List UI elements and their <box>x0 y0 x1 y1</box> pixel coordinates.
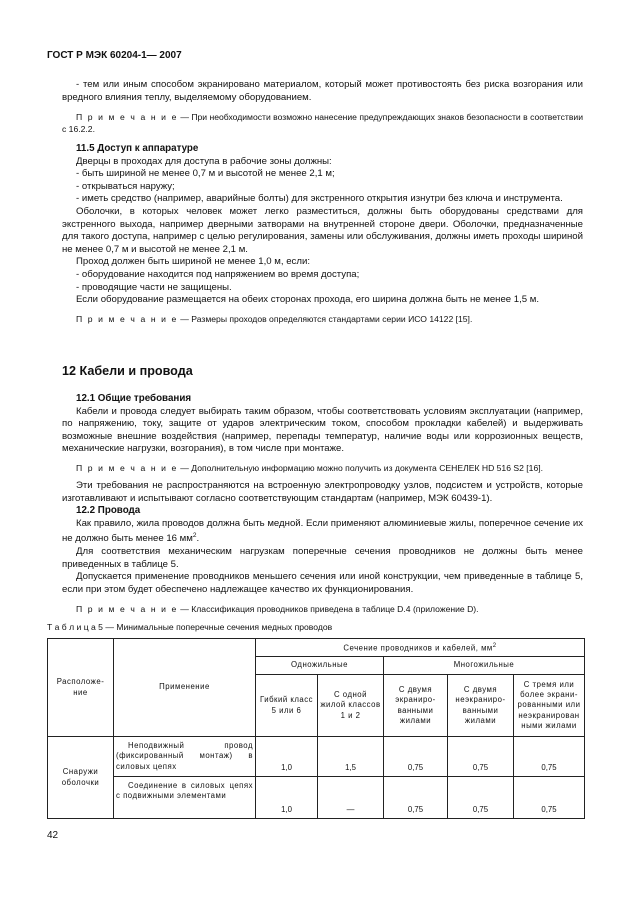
paragraph-mechanical: Для соответствия механическим нагрузкам поперечные сечения проводников не должны быть менее приведенных в таблице 5. <box>62 546 583 570</box>
cell-value: 0,75 <box>384 737 448 777</box>
cell-value: 0,75 <box>514 737 585 777</box>
cell-value: 1,0 <box>256 737 318 777</box>
list-item-unprotected: - проводящие части не защищены. <box>76 281 232 293</box>
cell-application: Соединение в силовых цепях с подвижными элементами <box>114 777 256 819</box>
header-col-two-unshielded: С двумя неэкраниро-ванными жилами <box>448 675 514 737</box>
note-classification <box>62 603 583 615</box>
cell-value: 1,5 <box>318 737 384 777</box>
note-label: П р и м е ч а н и е <box>76 313 178 324</box>
header-single-core: Одножильные <box>256 657 384 675</box>
header-col-two-shielded: С двумя экраниро-ванными жилами <box>384 675 448 737</box>
section-12-1 <box>62 393 583 615</box>
cell-value: 0,75 <box>384 777 448 819</box>
header-col-flexible: Гибкий класс 5 или 6 <box>256 675 318 737</box>
header-col-single-core-class: С одной жилой классов 1 и 2 <box>318 675 384 737</box>
paragraph-both-sides: Если оборудование размещается на обеих сторонах прохода, его ширина должна быть не менее 1,5 м. <box>76 294 540 306</box>
header-section-text: Сечение проводников и кабелей, мм <box>343 643 493 653</box>
heading-12-1: 12.1 Общие требования <box>76 393 192 404</box>
cell-application: Неподвижный провод (фиксированный монтаж) в силовых цепях <box>114 737 256 777</box>
note-text: — При необходимости возможно нанесение предупреждающих знаков безопасности в соответствии с 16.2.2. <box>62 112 583 135</box>
note-text: — Классификация проводников приведена в таблице D.4 (приложение D). <box>177 603 479 614</box>
table-caption: Т а б л и ц а 5 — Минимальные поперечные сечения медных проводов <box>47 622 333 632</box>
note-label: П р и м е ч а н и е <box>76 603 178 614</box>
list-item-size: - быть шириной не менее 0,7 м и высотой не менее 2,1 м; <box>76 168 335 180</box>
header-col-three-or-more: С тремя или более экрани-рованными или неэкранирован ными жилами <box>514 675 585 737</box>
cell-value: 0,75 <box>514 777 585 819</box>
note-iso-14122 <box>62 313 583 325</box>
note-text: — Дополнительную информацию можно получить из документа СЕНЕЛЕК HD 516 S2 [16]. <box>177 462 544 473</box>
table-row <box>48 777 585 819</box>
cell-value: — <box>318 777 384 819</box>
paragraph-allowed: Допускается применение проводников меньшего сечения или иной конструкции, чем приведенные в таблице 5, если при этом будет обеспечено надлежащее качество их функционирования. <box>62 571 583 595</box>
superscript: 2 <box>192 532 197 540</box>
table-row <box>48 737 585 777</box>
running-header: ГОСТ Р МЭК 60204-1— 2007 <box>47 50 182 61</box>
section-12-heading-block <box>62 365 583 378</box>
note-text: — Размеры проходов определяются стандартами серии ИСО 14122 [15]. <box>177 313 473 324</box>
heading-11-5: 11.5 Доступ к аппаратуре <box>76 143 199 154</box>
cell-location: Снаружи оболочки <box>48 737 114 819</box>
paragraph-not-apply: Эти требования не распространяются на встроенную электропроводку узлов, подсистем и устройств, которые изготавливают и испытывают согласно соответствующим стандартам (например, МЭК 60439-1). <box>62 479 583 504</box>
heading-12-2: 12.2 Провода <box>76 505 141 517</box>
paragraph-shielding: - тем или иным способом экранировано материалом, который может противостоять без риска возгорания или вредного влияния теплу, выделяемому оборудованием. <box>62 79 583 103</box>
page-number: 42 <box>47 830 59 841</box>
note-label: П р и м е ч а н и е <box>76 462 178 473</box>
paragraph-general-requirements: Кабели и провода следует выбирать таким образом, чтобы соответствовать условиям эксплуатации (например, по напряжению, току, защите от ударов электрическим током, способом прокладки кабелей) и выдерживать возможные внешние воздействия (например, перепады температур, наличие воды или коррозионных веществ, механические нагрузки, возгорания), в том числе при монтаже. <box>62 405 583 455</box>
list-item-emergency-means: - иметь средство (например, аварийные болты) для экстренного открытия изнутри без ключа и инструмента. <box>76 193 563 205</box>
copper-end: . <box>196 533 200 545</box>
cell-value: 0,75 <box>448 737 514 777</box>
header-application: Применение <box>114 639 256 737</box>
list-intro-passage: Проход должен быть шириной не менее 1,0 м, если: <box>76 256 310 268</box>
note-label: П р и м е ч а н и е <box>76 112 178 123</box>
cell-value: 0,75 <box>448 777 514 819</box>
list-item-energized: - оборудование находится под напряжением во время доступа; <box>76 268 360 280</box>
header-multi-core: Многожильные <box>384 657 585 675</box>
list-item-open-outward: - открываться наружу; <box>76 180 175 192</box>
list-intro: Дверцы в проходах для доступа в рабочие зоны должны: <box>76 155 332 167</box>
section-11-5 <box>62 143 583 325</box>
paragraph-enclosures: Оболочки, в которых человек может легко разместиться, должны быть оборудованы средствами для экстренного выхода, например дверными затворами на внутренней стороне двери. Оболочки, предназначенные для такого доступа, например с целью регулирования, замены или обслуживания, должны иметь проходы шириной не менее 0,7 м и высотой не менее 2,1 м. <box>62 205 583 255</box>
note-cenelec <box>62 462 583 474</box>
table-5 <box>47 638 585 819</box>
paragraph-copper <box>62 518 583 546</box>
cell-value: 1,0 <box>256 777 318 819</box>
header-location: Расположе-ние <box>48 639 114 737</box>
note-safety-signs <box>62 111 583 135</box>
heading-12: 12 Кабели и провода <box>62 364 193 378</box>
superscript: 2 <box>492 643 497 650</box>
copper-text: Как правило, жила проводов должна быть медной. Если применяют алюминиевые жилы, поперечное сечение их не должно быть менее 16 мм <box>62 517 583 545</box>
header-section <box>256 639 585 657</box>
block-intro <box>62 79 583 135</box>
